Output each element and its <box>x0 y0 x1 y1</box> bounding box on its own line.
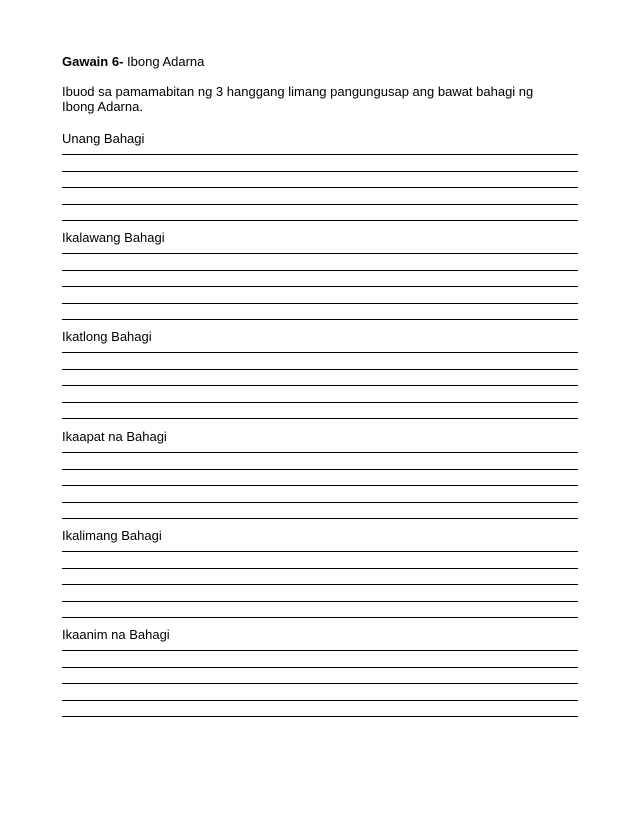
writing-line[interactable] <box>62 667 578 668</box>
writing-line[interactable] <box>62 601 578 602</box>
writing-line[interactable] <box>62 286 578 287</box>
writing-line[interactable] <box>62 187 578 188</box>
section-label: Ikaapat na Bahagi <box>62 429 167 444</box>
writing-line[interactable] <box>62 452 578 453</box>
title-bold: Gawain 6- <box>62 54 124 69</box>
writing-line[interactable] <box>62 402 578 403</box>
writing-line[interactable] <box>62 418 578 419</box>
writing-line[interactable] <box>62 270 578 271</box>
section-label: Unang Bahagi <box>62 131 145 146</box>
writing-line[interactable] <box>62 469 578 470</box>
writing-line[interactable] <box>62 369 578 370</box>
writing-line[interactable] <box>62 204 578 205</box>
writing-line[interactable] <box>62 171 578 172</box>
writing-line[interactable] <box>62 502 578 503</box>
writing-line[interactable] <box>62 568 578 569</box>
writing-line[interactable] <box>62 485 578 486</box>
writing-line[interactable] <box>62 716 578 717</box>
writing-line[interactable] <box>62 253 578 254</box>
writing-line[interactable] <box>62 385 578 386</box>
writing-line[interactable] <box>62 352 578 353</box>
worksheet-title <box>62 54 204 70</box>
writing-line[interactable] <box>62 319 578 320</box>
writing-line[interactable] <box>62 303 578 304</box>
writing-line[interactable] <box>62 683 578 684</box>
writing-line[interactable] <box>62 700 578 701</box>
writing-line[interactable] <box>62 584 578 585</box>
worksheet-instruction: Ibuod sa pamamabitan ng 3 hanggang limang pangungusap ang bawat bahagi ng Ibong Adarna. <box>62 84 534 114</box>
writing-line[interactable] <box>62 551 578 552</box>
section-label: Ikalimang Bahagi <box>62 528 162 543</box>
section-label: Ikaanim na Bahagi <box>62 627 170 642</box>
section-label: Ikatlong Bahagi <box>62 329 152 344</box>
title-rest: Ibong Adarna <box>123 54 205 69</box>
writing-line[interactable] <box>62 518 578 519</box>
writing-line[interactable] <box>62 154 578 155</box>
writing-line[interactable] <box>62 650 578 651</box>
section-label: Ikalawang Bahagi <box>62 230 165 245</box>
writing-line[interactable] <box>62 617 578 618</box>
writing-line[interactable] <box>62 220 578 221</box>
